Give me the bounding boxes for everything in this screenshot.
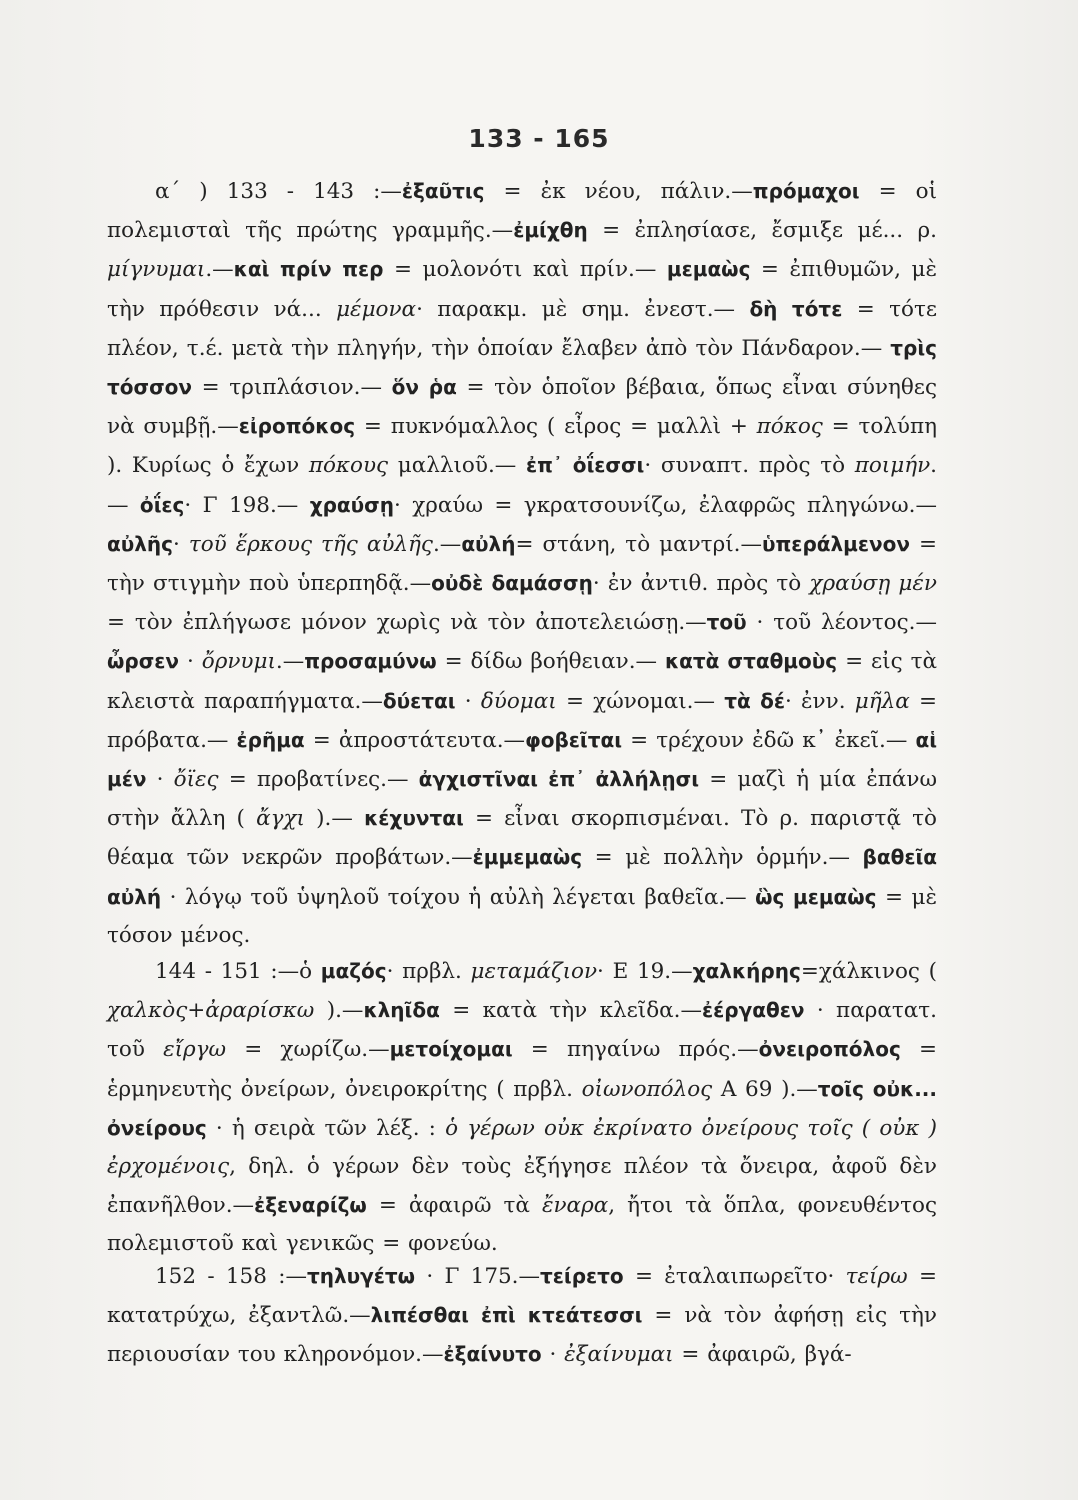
commentary-section-133-143 xyxy=(107,172,937,955)
italic-text: ποιμήν xyxy=(854,453,931,479)
text-run: α΄ ) 133 - 143 :— xyxy=(155,179,402,204)
text-run: = μὲ τόσον μένος. xyxy=(107,884,938,948)
italic-text: μεταμάζιον xyxy=(470,959,598,984)
text-run: .— xyxy=(432,531,462,557)
lemma: τὰ δέ xyxy=(724,688,785,713)
lemma: ὀνειροπόλος xyxy=(758,1037,901,1062)
italic-text: ἄγχι xyxy=(256,806,305,832)
lemma: χαλκήρης xyxy=(692,959,801,983)
lemma: μαζός xyxy=(320,959,387,983)
italic-text: μίγνυμαι xyxy=(107,257,206,283)
text-run: = ἐταλαιπωρεῖτο· xyxy=(623,1264,846,1289)
text-run: Α 69 ).— xyxy=(712,1076,818,1102)
italic-text: πόκους xyxy=(308,453,389,479)
italic-text: χραύσῃ μέν xyxy=(809,571,937,597)
text-run: · xyxy=(179,649,202,675)
text-run: · τοῦ λέοντος.— xyxy=(746,610,937,636)
lemma: τοῦ xyxy=(706,610,747,635)
text-run: = δίδω βοήθειαν.— xyxy=(436,649,665,675)
lemma: βαθεῖα αὐλή xyxy=(107,845,937,909)
text-run: = νὰ τὸν ἀφήσῃ εἰς τὴν περιουσίαν του κληρονόμον.— xyxy=(107,1303,937,1368)
text-run: .— xyxy=(275,649,305,675)
text-run: · ἡ σειρὰ τῶν λέξ. : xyxy=(206,1115,446,1141)
lemma: ὦρσεν xyxy=(107,649,180,674)
text-run: · ἐν ἀντιθ. πρὸς τὸ xyxy=(592,571,810,597)
text-run: = κατὰ τὴν κλεῖδα.— xyxy=(439,998,703,1024)
italic-text: οἰωνοπόλος xyxy=(581,1076,713,1102)
text-run: = τρέχουν ἐδῶ κ᾽ ἐκεῖ.— xyxy=(622,727,916,753)
text-run: = τὴν στιγμὴν ποὺ ὑπερπηδᾷ.— xyxy=(107,531,937,597)
lemma: κέχυνται xyxy=(364,806,464,831)
lemma: ὅν ῥα xyxy=(391,375,457,400)
text-run: = ἀπροστάτευτα.— xyxy=(304,727,526,753)
lemma: ἐπ᾽ ὀΐεσσι xyxy=(525,453,645,478)
italic-text: δύομαι xyxy=(480,688,557,714)
text-run: · Γ 175.— xyxy=(415,1264,541,1289)
page-header: 133 - 165 xyxy=(468,124,610,153)
italic-text: τείρω xyxy=(845,1264,908,1289)
lemma: πρόμαχοι xyxy=(752,179,860,203)
text-run: = ἐκ νέου, πάλιν.— xyxy=(484,179,753,204)
lemma: φοβεῖται xyxy=(525,727,622,752)
lemma: τηλυγέτω xyxy=(306,1264,416,1288)
italic-text: ὁ γέρων οὐκ ἐκρίνατο ὀνείρους τοῖς ( οὐκ ) ἐρχομένοις xyxy=(107,1115,938,1180)
text-run: · Ε 19.— xyxy=(597,959,693,984)
italic-text: ἔναρα xyxy=(541,1193,609,1219)
text-run: · xyxy=(541,1342,565,1368)
text-run: , δηλ. ὁ γέρων δὲν τοὺς ἐξήγησε πλέον τὰ ὄνειρα, ἀφοῦ δὲν ἐπανῆλθον.— xyxy=(107,1154,937,1219)
section-paragraph xyxy=(107,172,937,955)
italic-text: εἴργω xyxy=(163,1037,227,1063)
section-paragraph xyxy=(107,952,937,1264)
text-run: · χραύω = γκρατσουνίζω, ἐλαφρῶς πληγώνω.— xyxy=(393,492,937,518)
text-run: · πρβλ. xyxy=(386,959,471,984)
italic-text: ὄϊες xyxy=(173,767,219,793)
text-run: · συναπτ. πρὸς τὸ xyxy=(644,453,855,479)
lemma: τοῖς οὐκ... ὀνείρους xyxy=(107,1076,937,1140)
lemma: τρὶς τόσσον xyxy=(107,335,937,400)
lemma: ἐέργαθεν xyxy=(702,998,805,1023)
text-run: = τὸν ἐπλήγωσε μόνον χωρὶς νὰ τὸν ἀποτελειώσῃ.— xyxy=(107,610,707,636)
text-run: .— xyxy=(205,257,234,283)
text-run: · παρακμ. μὲ σημ. ἐνεστ.— xyxy=(416,296,750,322)
lemma: ὑπεράλμενον xyxy=(761,531,910,556)
lemma: κατὰ σταθμοὺς xyxy=(664,649,838,674)
lemma: αὐλῆς xyxy=(107,531,173,556)
lemma: ἐξαίνυτο xyxy=(443,1342,542,1367)
lemma: ἐξεναρίζω xyxy=(254,1193,367,1218)
text-run: , ἤτοι τὰ ὅπλα, φονευθέντος πολεμιστοῦ καὶ γενικῶς = φονεύω. xyxy=(107,1193,937,1257)
text-run: μαλλιοῦ.— xyxy=(388,453,526,479)
text-run: · ἐνν. xyxy=(784,688,855,714)
lemma: ὀΐες xyxy=(139,492,185,517)
text-run: = ἐπλησίασε, ἔσμιξε μέ... ρ. xyxy=(587,218,937,244)
italic-text: ὄρνυμι xyxy=(201,649,276,675)
lemma: δὴ τότε xyxy=(749,296,843,321)
text-run: · Γ 198.— xyxy=(184,492,310,518)
lemma: ἐρῆμα xyxy=(236,727,305,752)
lemma: κληῖδα xyxy=(363,998,440,1023)
lemma: λιπέσθαι ἐπὶ κτεάτεσσι xyxy=(370,1303,643,1328)
text-run: · παρατατ. τοῦ xyxy=(107,998,938,1063)
text-run: · xyxy=(146,767,174,793)
italic-text: τοῦ ἕρκους τῆς αὐλῆς xyxy=(188,531,433,557)
text-run: · xyxy=(455,688,481,714)
text-run: = μαζὶ ἡ μία ἐπάνω στὴν ἄλλη ( xyxy=(107,767,937,832)
text-run: = μολονότι καὶ πρίν.— xyxy=(383,257,667,283)
lemma: ἐμίχθη xyxy=(513,218,588,243)
text-run: = οἱ πολεμισταὶ τῆς πρώτης γραμμῆς.— xyxy=(107,179,938,244)
text-run: = ἑρμηνευτὴς ὀνείρων, ὀνειροκρίτης ( πρβλ. xyxy=(107,1037,937,1102)
text-run: = πρόβατα.— xyxy=(107,688,938,753)
lemma: ὣς μεμαὼς xyxy=(755,884,877,909)
text-run: ).— xyxy=(304,806,365,832)
text-run: · xyxy=(173,531,189,557)
italic-text: πόκος xyxy=(756,414,823,440)
text-run: 144 - 151 :—ὁ xyxy=(155,959,321,984)
lemma: αὐλή xyxy=(461,531,516,556)
text-run: = πηγαίνω πρός.— xyxy=(512,1037,759,1063)
lemma: χραύσῃ xyxy=(309,492,394,517)
text-run: = τὸν ὁποῖον βέβαια, ὅπως εἶναι σύνηθες νὰ συμβῇ.— xyxy=(107,375,937,440)
italic-text: μῆλα xyxy=(854,688,910,714)
text-run: = χώνομαι.— xyxy=(556,688,725,714)
italic-text: μέμονα xyxy=(336,296,417,322)
commentary-section-144-151 xyxy=(107,952,937,1264)
lemma: ἐξαῦτις xyxy=(401,179,485,203)
text-run: = τριπλάσιον.— xyxy=(192,375,392,401)
text-run: = τολύπη ). Κυρίως ὁ ἔχων xyxy=(107,414,937,479)
text-run: .— xyxy=(107,453,937,518)
text-run: ).— xyxy=(314,998,364,1024)
text-run: = εἰς τὰ κλειστὰ παραπήγματα.— xyxy=(107,649,937,714)
text-run: = εἶναι σκορπισμέναι. Τὸ ρ. παριστᾷ τὸ θέαμα τῶν νεκρῶν προβάτων.— xyxy=(107,806,937,871)
lemma: προσαμύνω xyxy=(304,649,437,674)
lemma: ἀγχιστῖναι ἐπ᾽ ἀλλήλῃσι xyxy=(418,767,700,792)
italic-text: ἐξαίνυμαι xyxy=(564,1342,674,1368)
lemma: αἱ μέν xyxy=(107,727,938,792)
lemma: καὶ πρίν περ xyxy=(233,257,384,282)
text-run: = κατατρύχω, ἐξαντλῶ.— xyxy=(107,1264,937,1329)
lemma: οὐδὲ δαμάσσῃ xyxy=(431,571,593,596)
text-run: = τότε πλέον, τ.έ. μετὰ τὴν πληγήν, τὴν ὁποίαν ἔλαβεν ἀπὸ τὸν Πάνδαρον.— xyxy=(107,296,937,361)
lemma: εἰροπόκος xyxy=(238,414,356,439)
text-run: = ἀφαιρῶ τὰ xyxy=(366,1193,542,1219)
commentary-section-152-158 xyxy=(107,1257,937,1375)
lemma: δύεται xyxy=(382,688,456,713)
lemma: ἐμμεμαὼς xyxy=(472,845,583,870)
text-run: 152 - 158 :— xyxy=(155,1264,307,1289)
lemma: μεμαὼς xyxy=(666,257,751,282)
text-run: =χάλκινος ( xyxy=(800,959,937,984)
italic-text: χαλκὸς+ἀραρίσκω xyxy=(107,998,315,1024)
text-run: = ἐπιθυμῶν, μὲ τὴν πρόθεσιν νά... xyxy=(107,257,937,322)
text-run: = στάνη, τὸ μαντρί.— xyxy=(515,531,762,557)
section-paragraph xyxy=(107,1257,937,1375)
text-run: = μὲ πολλὴν ὁρμήν.— xyxy=(582,845,863,871)
text-run: = ἀφαιρῶ, βγά- xyxy=(673,1342,852,1368)
text-run: = χωρίζω.— xyxy=(226,1037,390,1063)
lemma: μετοίχομαι xyxy=(389,1037,513,1062)
lemma: τείρετο xyxy=(540,1264,624,1288)
text-run: = πυκνόμαλλος ( εἶρος = μαλλὶ + xyxy=(355,414,757,440)
text-run: = προβατίνες.— xyxy=(218,767,419,793)
text-run: · λόγῳ τοῦ ὑψηλοῦ τοίχου ἡ αὐλὴ λέγεται βαθεῖα.— xyxy=(161,884,756,910)
